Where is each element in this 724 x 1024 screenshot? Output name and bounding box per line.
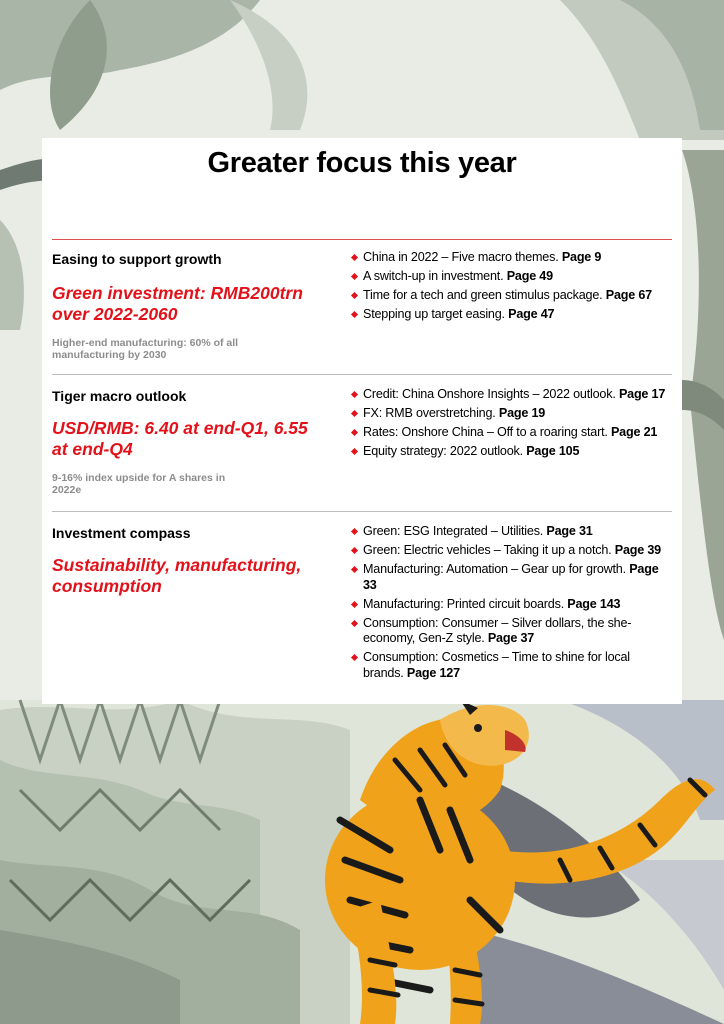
- page-ref[interactable]: Page 127: [406, 665, 460, 680]
- link-item[interactable]: [352, 650, 672, 681]
- page-ref[interactable]: Page 33: [363, 562, 659, 592]
- red-diamond-bullet-icon: [351, 566, 358, 573]
- page-ref[interactable]: Page 67: [605, 288, 652, 302]
- red-diamond-bullet-icon: [351, 391, 358, 398]
- section-highlight: Sustainability, manufacturing, consumption: [52, 555, 302, 596]
- page-ref[interactable]: Page 105: [526, 444, 580, 458]
- section-note: 9-16% index upside for A shares in 2022e: [52, 472, 226, 496]
- page-ref[interactable]: Page 17: [618, 387, 666, 401]
- link-item[interactable]: [352, 444, 672, 460]
- red-diamond-bullet-icon: [351, 528, 358, 535]
- section-note: Higher-end manufacturing: 60% of all manufacturing by 2030: [52, 337, 239, 361]
- section-divider: [52, 511, 672, 512]
- link-text: Rates: Onshore China – Off to a roaring start.: [363, 425, 611, 439]
- link-text: A switch-up in investment.: [363, 269, 507, 283]
- section-highlight: USD/RMB: 6.40 at end-Q1, 6.55 at end-Q4: [52, 418, 308, 459]
- link-text: Consumption: Cosmetics – Time to shine for local brands.: [363, 650, 630, 680]
- section-highlight: Green investment: RMB200trn over 2022-2060: [52, 283, 303, 324]
- link-item[interactable]: [352, 250, 672, 266]
- section-heading: Easing to support growth: [52, 251, 222, 267]
- link-item[interactable]: [352, 406, 672, 422]
- link-item[interactable]: [352, 524, 672, 540]
- link-text: Consumption: Consumer – Silver dollars, the she-economy, Gen-Z style.: [363, 615, 632, 645]
- page-title: Greater focus this year: [207, 147, 517, 179]
- section-link-list: [352, 524, 672, 685]
- red-diamond-bullet-icon: [351, 273, 358, 280]
- red-diamond-bullet-icon: [351, 619, 358, 626]
- red-diamond-bullet-icon: [351, 410, 358, 417]
- page-ref[interactable]: Page 19: [498, 406, 546, 420]
- link-text: Stepping up target easing.: [363, 307, 509, 321]
- red-diamond-bullet-icon: [351, 311, 358, 318]
- red-diamond-bullet-icon: [351, 292, 358, 299]
- page-ref[interactable]: Page 47: [508, 307, 555, 321]
- link-text: China in 2022 – Five macro themes.: [363, 250, 562, 264]
- page-ref[interactable]: Page 31: [546, 524, 593, 538]
- link-text: Credit: China Onshore Insights – 2022 outlook.: [363, 387, 619, 401]
- link-text: Equity strategy: 2022 outlook.: [363, 444, 527, 458]
- red-diamond-bullet-icon: [351, 448, 358, 455]
- page-ref[interactable]: Page 143: [567, 596, 621, 611]
- red-diamond-bullet-icon: [351, 654, 358, 661]
- link-text: Green: ESG Integrated – Utilities.: [363, 524, 547, 538]
- red-diamond-bullet-icon: [351, 600, 358, 607]
- link-item[interactable]: [352, 307, 672, 323]
- page-ref[interactable]: Page 39: [614, 543, 661, 557]
- link-item[interactable]: [352, 543, 672, 559]
- section-divider: [52, 374, 672, 375]
- link-item[interactable]: [352, 288, 672, 304]
- link-item[interactable]: [352, 387, 672, 403]
- page-ref[interactable]: Page 9: [561, 250, 602, 264]
- section-link-list: [352, 250, 672, 326]
- page-ref[interactable]: Page 37: [487, 631, 535, 645]
- section-heading: Investment compass: [52, 525, 191, 541]
- section-link-list: [352, 387, 672, 463]
- content-card: [42, 138, 682, 704]
- link-item[interactable]: [352, 616, 672, 647]
- link-item[interactable]: [352, 562, 672, 593]
- red-diamond-bullet-icon: [351, 429, 358, 436]
- title-divider: [52, 239, 672, 240]
- link-item[interactable]: [352, 269, 672, 285]
- link-text: Manufacturing: Printed circuit boards.: [363, 596, 568, 611]
- page-ref[interactable]: Page 21: [610, 425, 658, 439]
- link-item[interactable]: [352, 597, 672, 613]
- link-item[interactable]: [352, 425, 672, 441]
- page-ref[interactable]: Page 49: [506, 269, 553, 283]
- section-heading: Tiger macro outlook: [52, 388, 187, 404]
- red-diamond-bullet-icon: [351, 547, 358, 554]
- link-text: Time for a tech and green stimulus package.: [363, 288, 606, 302]
- red-diamond-bullet-icon: [351, 254, 358, 261]
- link-text: FX: RMB overstretching.: [363, 406, 499, 420]
- link-text: Green: Electric vehicles – Taking it up a notch.: [363, 543, 615, 557]
- link-text: Manufacturing: Automation – Gear up for growth.: [363, 562, 630, 576]
